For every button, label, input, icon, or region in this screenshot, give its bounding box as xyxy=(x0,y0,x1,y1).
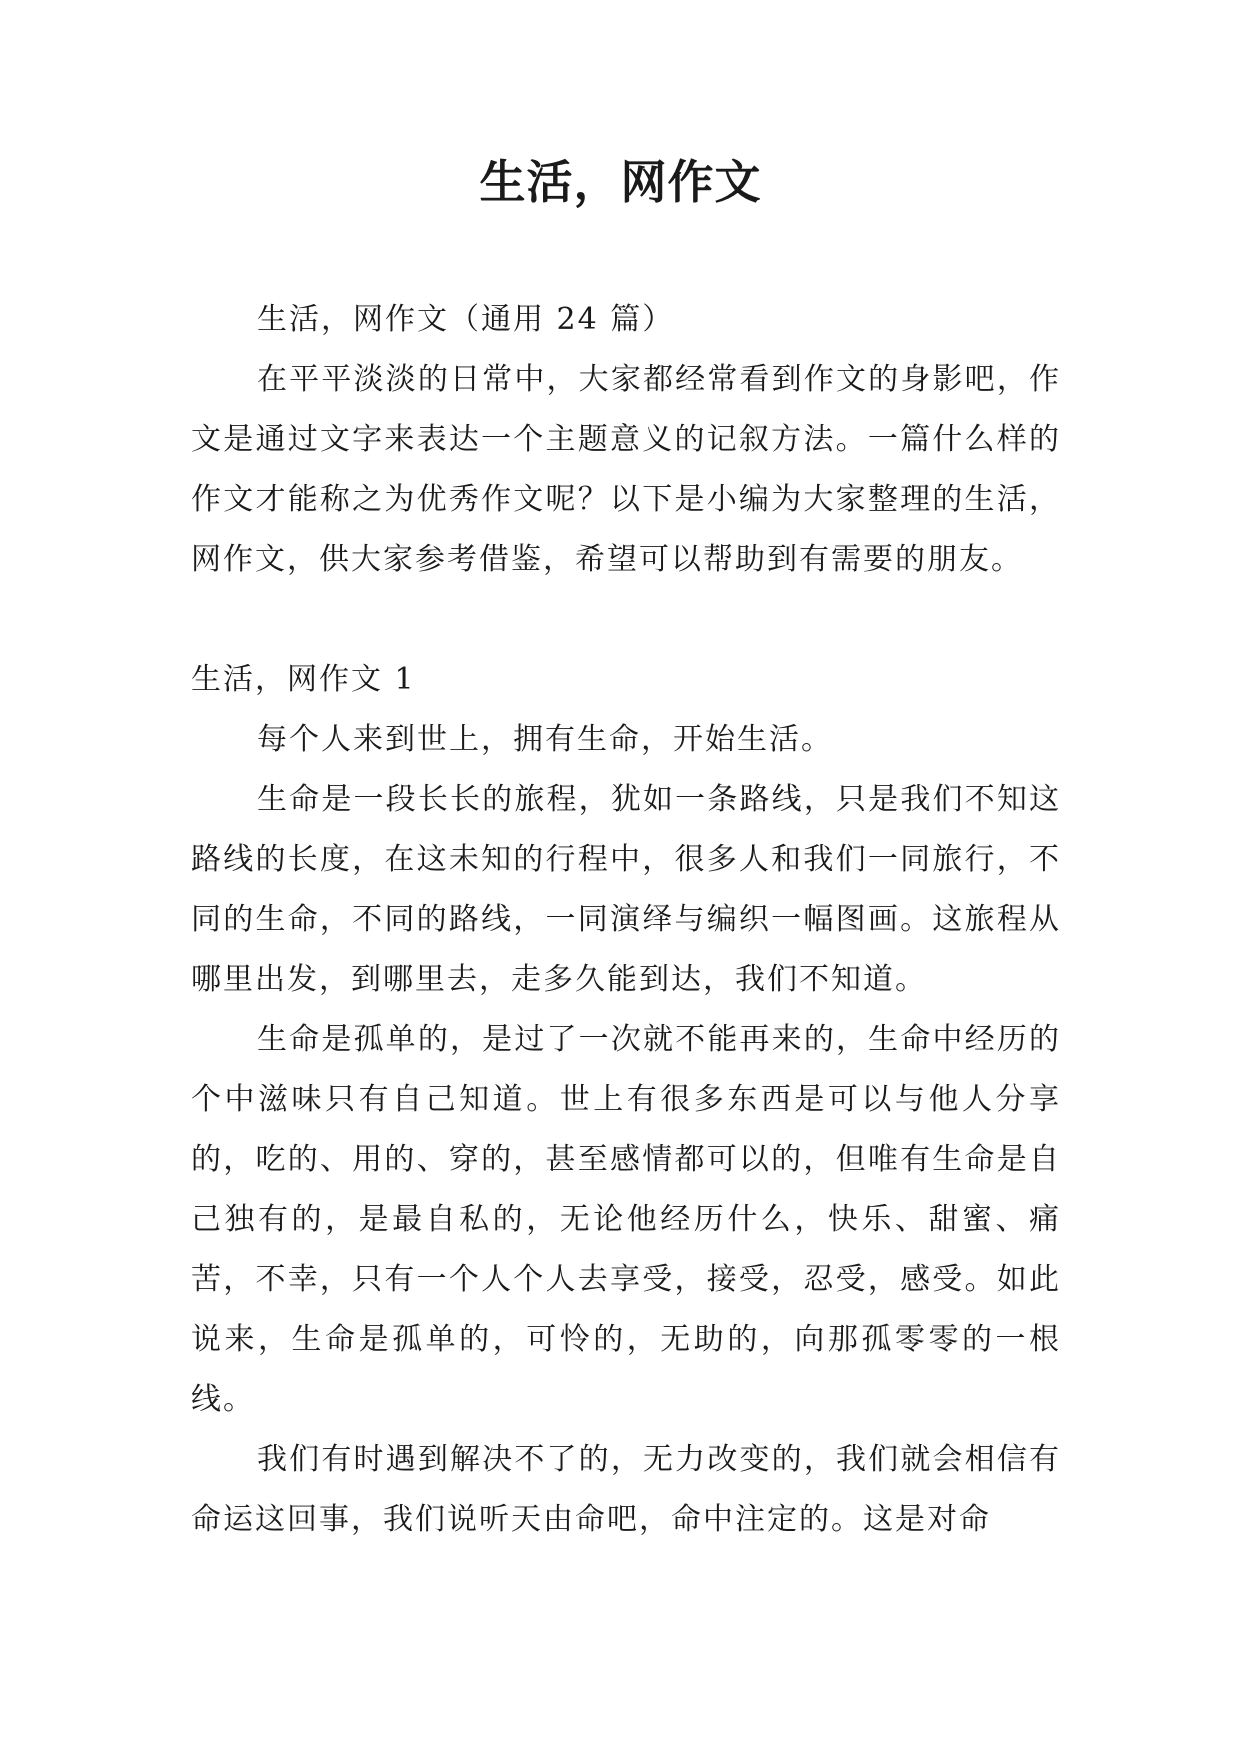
section-paragraph: 生命是孤单的，是过了一次就不能再来的，生命中经历的个中滋味只有自己知道。世上有很多东西是可以与他人分享的，吃的、用的、穿的，甚至感情都可以的，但唯有生命是自己独有的，是最自私的，无论他经历什么，快乐、甜蜜、痛苦，不幸，只有一个人个人去享受，接受，忍受，感受。如此说来，生命是孤单的，可怜的，无助的，向那孤零零的一根线。 xyxy=(191,1022,1061,1417)
section-paragraph: 每个人来到世上，拥有生命，开始生活。 xyxy=(257,722,833,757)
document-subtitle: 生活，网作文（通用 24 篇） xyxy=(257,302,675,337)
section-heading: 生活，网作文 1 xyxy=(191,662,416,697)
document-title: 生活，网作文 xyxy=(479,155,762,209)
section-paragraph: 我们有时遇到解决不了的，无力改变的，我们就会相信有命运这回事，我们说听天由命吧，命中注定的。这是对命 xyxy=(191,1442,1061,1537)
section-paragraph: 生命是一段长长的旅程，犹如一条路线，只是我们不知这路线的长度，在这未知的行程中，很多人和我们一同旅行，不同的生命，不同的路线，一同演绎与编织一幅图画。这旅程从哪里出发，到哪里去，走多久能到达，我们不知道。 xyxy=(191,782,1061,997)
document-body xyxy=(191,290,1061,1550)
intro-paragraph: 在平平淡淡的日常中，大家都经常看到作文的身影吧，作文是通过文字来表达一个主题意义的记叙方法。一篇什么样的作文才能称之为优秀作文呢？以下是小编为大家整理的生活，网作文，供大家参考借鉴，希望可以帮助到有需要的朋友。 xyxy=(191,362,1061,577)
